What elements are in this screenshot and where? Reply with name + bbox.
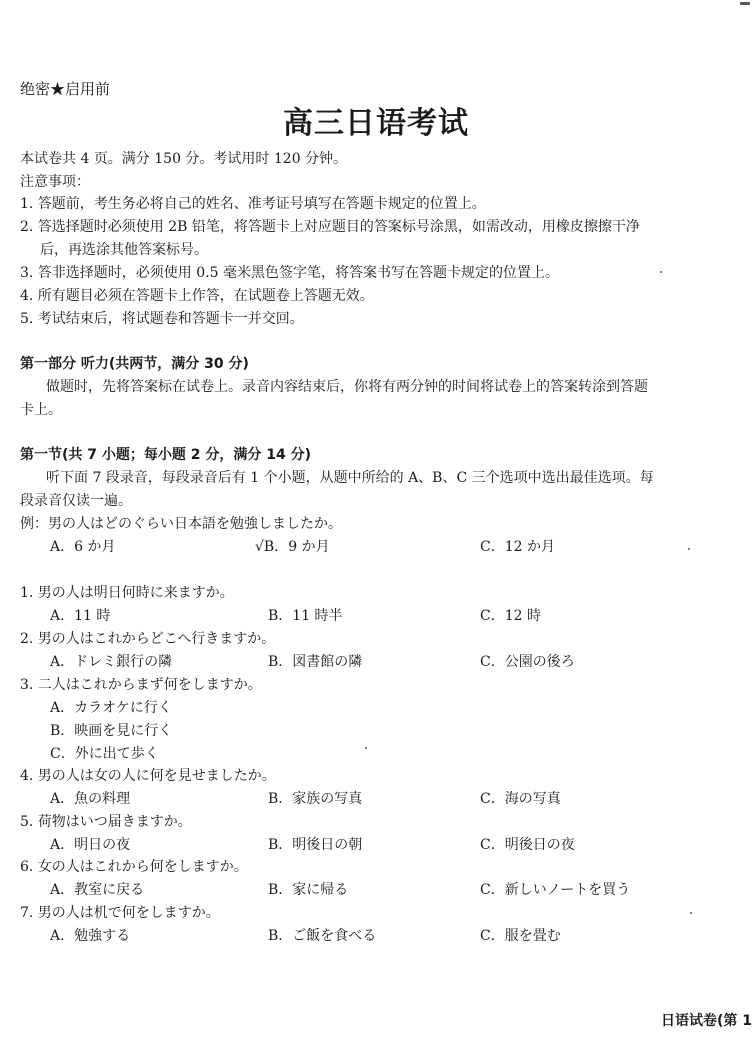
question-text: 7. 男の人は机で何をしますか。 — [20, 905, 220, 921]
option-a: A．教室に戻る — [50, 882, 145, 898]
option-c: C．新しいノートを買う — [480, 882, 631, 898]
note-item: 2. 答选择题时必须使用 2B 铅笔，将答题卡上对应题目的答案标号涂黑，如需改动，用橡皮擦擦干净 — [20, 219, 640, 235]
section1-heading: 第一节(共 7 小题；每小题 2 分，满分 14 分) — [20, 447, 312, 463]
option-a: A．明日の夜 — [50, 837, 131, 853]
note-item-continued: 后，再选涂其他答案标号。 — [40, 242, 208, 258]
part1-instruction: 做题时，先将答案标在试卷上。录音内容结束后，你将有两分钟的时间将试卷上的答案转涂到答题 — [46, 379, 648, 395]
question-text: 6. 女の人はこれから何をしますか。 — [20, 859, 248, 875]
section1-instruction: 段录音仅读一遍。 — [20, 493, 132, 509]
option-a: A．11 時 — [50, 608, 111, 624]
option-c: C．外に出て歩く — [50, 746, 159, 762]
question-text: 3. 二人はこれからまず何をしますか。 — [20, 677, 262, 693]
part1-instruction: 卡上。 — [20, 402, 62, 418]
confidential-label: 绝密★启用前 — [20, 80, 111, 98]
part1-heading: 第一部分 听力(共两节，满分 30 分) — [20, 356, 249, 372]
scan-speck — [660, 271, 662, 273]
option-c: C．服を畳む — [480, 928, 561, 944]
option-b: B．ご飯を食べる — [268, 928, 377, 944]
example-option-b: √B．9 か月 — [255, 539, 330, 555]
option-a: A．勉強する — [50, 928, 131, 944]
page-footer: 日语试卷(第 1 — [660, 1013, 752, 1029]
option-b: B．映画を見に行く — [50, 723, 173, 739]
option-b: B．家に帰る — [268, 882, 349, 898]
scan-speck — [690, 912, 692, 914]
option-c: C．12 時 — [480, 608, 541, 624]
question-text: 2. 男の人はこれからどこへ行きますか。 — [20, 631, 276, 647]
scan-speck — [365, 747, 367, 749]
option-a: A．魚の料理 — [50, 791, 131, 807]
note-item: 4. 所有题目必须在答题卡上作答，在试题卷上答题无效。 — [20, 288, 374, 304]
option-b: B．図書館の隣 — [268, 654, 363, 670]
question-text: 5. 荷物はいつ届きますか。 — [20, 814, 192, 830]
note-item: 1. 答题前，考生务必将自己的姓名、准考证号填写在答题卡规定的位置上。 — [20, 196, 486, 212]
example-option-a: A．6 か月 — [50, 539, 116, 555]
note-item: 5. 考试结束后，将试题卷和答题卡一并交回。 — [20, 311, 304, 327]
page-title: 高三日语考试 — [283, 106, 469, 141]
example-question: 例：男の人はどのぐらい日本語を勉強しましたか。 — [20, 516, 342, 532]
option-c: C．海の写真 — [480, 791, 561, 807]
option-a: A．カラオケに行く — [50, 700, 172, 716]
note-item: 3. 答非选择题时，必须使用 0.5 毫米黑色签字笔，将答案书写在答题卡规定的位置上。 — [20, 265, 559, 281]
question-text: 4. 男の人は女の人に何を見せましたか。 — [20, 768, 276, 784]
scan-speck — [688, 548, 690, 550]
section1-instruction: 听下面 7 段录音，每段录音后有 1 个小题，从题中所给的 A、B、C 三个选项中选出最佳选项。每 — [46, 470, 654, 486]
exam-info: 本试卷共 4 页。满分 150 分。考试用时 120 分钟。 — [20, 151, 348, 167]
option-b: B．11 時半 — [268, 608, 343, 624]
example-option-c: C．12 か月 — [480, 539, 555, 555]
question-text: 1. 男の人は明日何時に来ますか。 — [20, 585, 234, 601]
option-a: A．ドレミ銀行の隣 — [50, 654, 173, 670]
option-c: C．明後日の夜 — [480, 837, 575, 853]
option-b: B．家族の写真 — [268, 791, 363, 807]
scan-speck — [740, 2, 750, 5]
option-c: C．公園の後ろ — [480, 654, 575, 670]
notes-heading: 注意事项： — [20, 174, 90, 190]
option-b: B．明後日の朝 — [268, 837, 363, 853]
